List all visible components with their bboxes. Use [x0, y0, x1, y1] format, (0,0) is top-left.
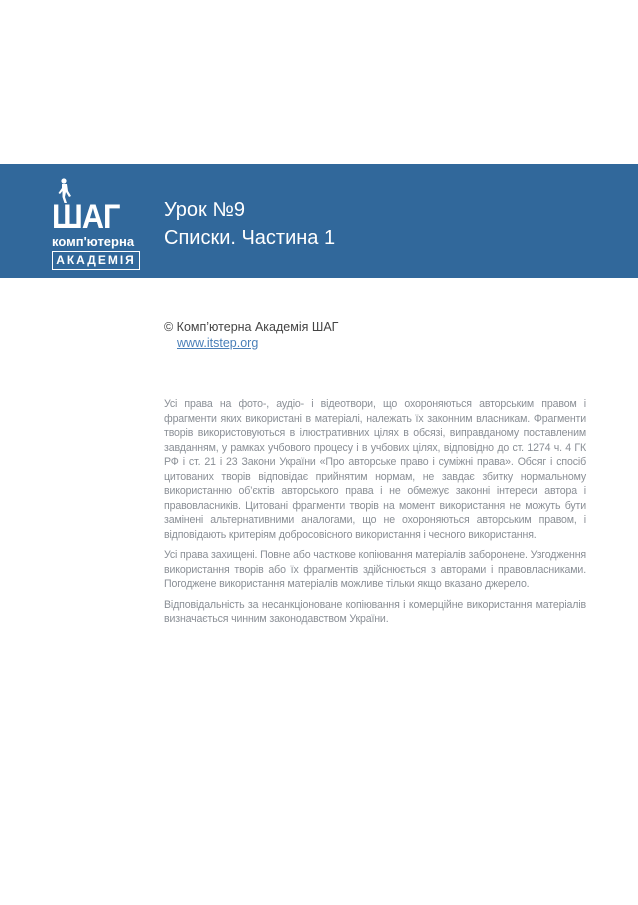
- lesson-number: Урок №9: [164, 199, 245, 221]
- lesson-banner: [0, 164, 638, 278]
- legal-paragraph: Усі права на фото-, аудіо- і відеотвори, що охороняються авторським правом і фрагменти яких використані в матеріалі, належать їх законним власникам. Фрагменти творів використовуються в ілюстративних цілях в обсязі, виправданому поставленим завданням, у рамках учбового процесу і в учбових цілях, відповідно до ст. 1274 ч. 4 ГК РФ і ст. 21 і 23 Закони України «Про авторське право і суміжні права». Обсяг і спосіб цитованих творів відповідає прийнятим нормам, не завдає збитку нормальному використанню об’єктів авторського права і не обмежує законні інтереси автора і правовласників. Цитовані фрагменти творів на момент використання не можуть бути замінені альтернативними аналогами, що не охороняються авторським правом, і відповідають критеріям добросовісного використання і чесного використання.: [164, 398, 586, 541]
- academy-logo: [52, 178, 140, 268]
- logo-word: ШАГ: [52, 198, 120, 236]
- logo-subtitle: комп'ютерна: [52, 234, 135, 249]
- website-link[interactable]: www.itstep.org: [177, 336, 259, 350]
- legal-paragraph: Усі права захищені. Повне або часткове копіювання матеріалів заборонене. Узгодження використання творів або їх фрагментів здійснюється з авторами і правовласниками. Погоджене використання матеріалів можливе тільки якщо вказано джерело.: [164, 549, 586, 590]
- copyright-line: © Комп’ютерна Академія ШАГ: [164, 320, 339, 334]
- lesson-title: Списки. Частина 1: [164, 227, 336, 249]
- legal-notice: [164, 397, 586, 633]
- logo-academy-label: АКАДЕМІЯ: [52, 251, 140, 270]
- legal-paragraph: Відповідальність за несанкціоноване копіювання і комерційне використання матеріалів визначається чинним законодавством України.: [164, 598, 586, 625]
